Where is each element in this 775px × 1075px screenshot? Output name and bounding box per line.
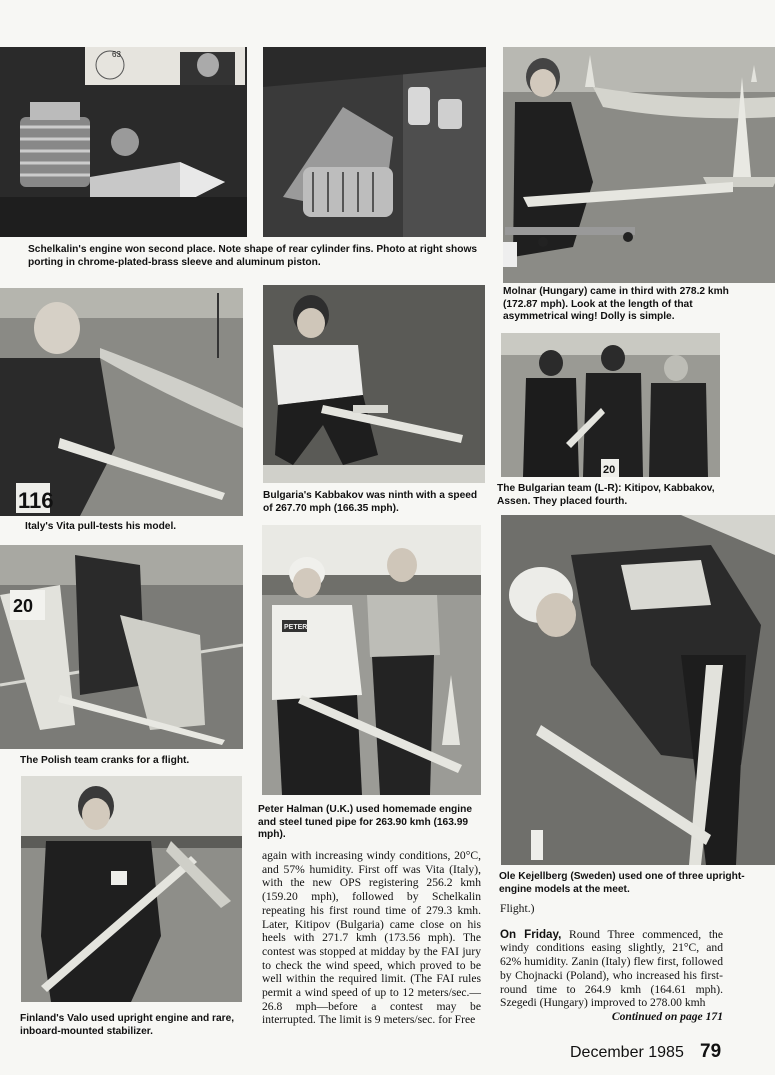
article-column-2 <box>500 902 723 1024</box>
caption-kejellberg: Ole Kejellberg (Sweden) used one of three upright-engine models at the meet. <box>499 871 745 895</box>
vita-photo <box>0 288 243 516</box>
engine-photo <box>0 47 247 237</box>
caption-halman: Peter Halman (U.K.) used homemade engine and steel tuned pipe for 263.90 kmh (163.99 mph). <box>258 804 472 840</box>
bib-number-bulgaria: 20 <box>603 464 616 476</box>
kabbakov-photo <box>263 285 485 483</box>
continued-link[interactable]: Continued on page 171 <box>611 1009 723 1023</box>
caption-polish: The Polish team cranks for a flight. <box>20 755 190 766</box>
caption-schelkalin: Schelkalin's engine won second place. Note shape of rear cylinder fins. Photo at right shows porting in chrome-plated-brass sleeve and aluminum piston. <box>28 244 478 268</box>
paragraph-lead: On Friday, <box>500 927 562 941</box>
bulgarian-team-photo <box>501 333 720 477</box>
caption-valo: Finland's Valo used upright engine and rare, inboard-mounted stabilizer. <box>20 1013 235 1037</box>
caption-bulgarian-team: The Bulgarian team (L-R): Kitipov, Kabbakov, Assen. They placed fourth. <box>497 483 715 507</box>
footer-date: December 1985 <box>570 1044 684 1061</box>
polish-team-photo <box>0 545 243 749</box>
kejellberg-photo <box>501 515 775 865</box>
article-column-1 <box>262 849 481 1027</box>
valo-photo <box>21 776 242 1002</box>
caption-vita: Italy's Vita pull-tests his model. <box>25 521 177 532</box>
paragraph-body: Round Three commenced, the windy conditions easing slightly, 21°C, and 62% humidity. Zanin (Italy) flew first, followed by Chojnacki (Poland), who increased his first-round time to 264.9 kmh (164.61 mph). Szegedi (Hungary) improved to 278.00 kmh <box>500 927 723 1010</box>
bib-number-vita: 116 <box>18 488 54 513</box>
article-paragraph-1: again with increasing windy conditions, 20°C, and 57% humidity. First off was Vita (Italy), with the new OPS registering 256.2 kmh (159.20 mph), followed by Schelkalin repeating his first round time of 279.3 kmh. Later, Kitipov (Bulgaria) came close on his heels with 271.7 kmh (173.56 mph). The contest was stopped at midday by the FAI jury to check the wind speed, which proved to be well within the required limit. (The FAI rules permit a wind speed of up to 12 meters/sec.—26.8 mph—before a contest may be interrupted. The limit is 9 meters/sec. for Free <box>262 849 481 1027</box>
caption-molnar: Molnar (Hungary) came in third with 278.2 kmh (172.87 mph). Look at the length of that asymmetrical wing! Dolly is simple. <box>503 286 729 322</box>
page-number: 79 <box>700 1041 722 1062</box>
bib-number-polish: 20 <box>13 596 34 616</box>
article-paragraph-3 <box>500 928 723 1010</box>
caption-kabbakov: Bulgaria's Kabbakov was ninth with a speed of 267.70 mph (166.35 mph). <box>263 490 478 514</box>
article-paragraph-2: Flight.) <box>500 902 535 915</box>
molnar-photo <box>503 47 775 283</box>
patch-label: PETER <box>284 624 308 631</box>
corner-number: 63 <box>112 50 121 59</box>
sleeve-piston-photo <box>263 47 486 237</box>
halman-photo <box>262 525 481 795</box>
